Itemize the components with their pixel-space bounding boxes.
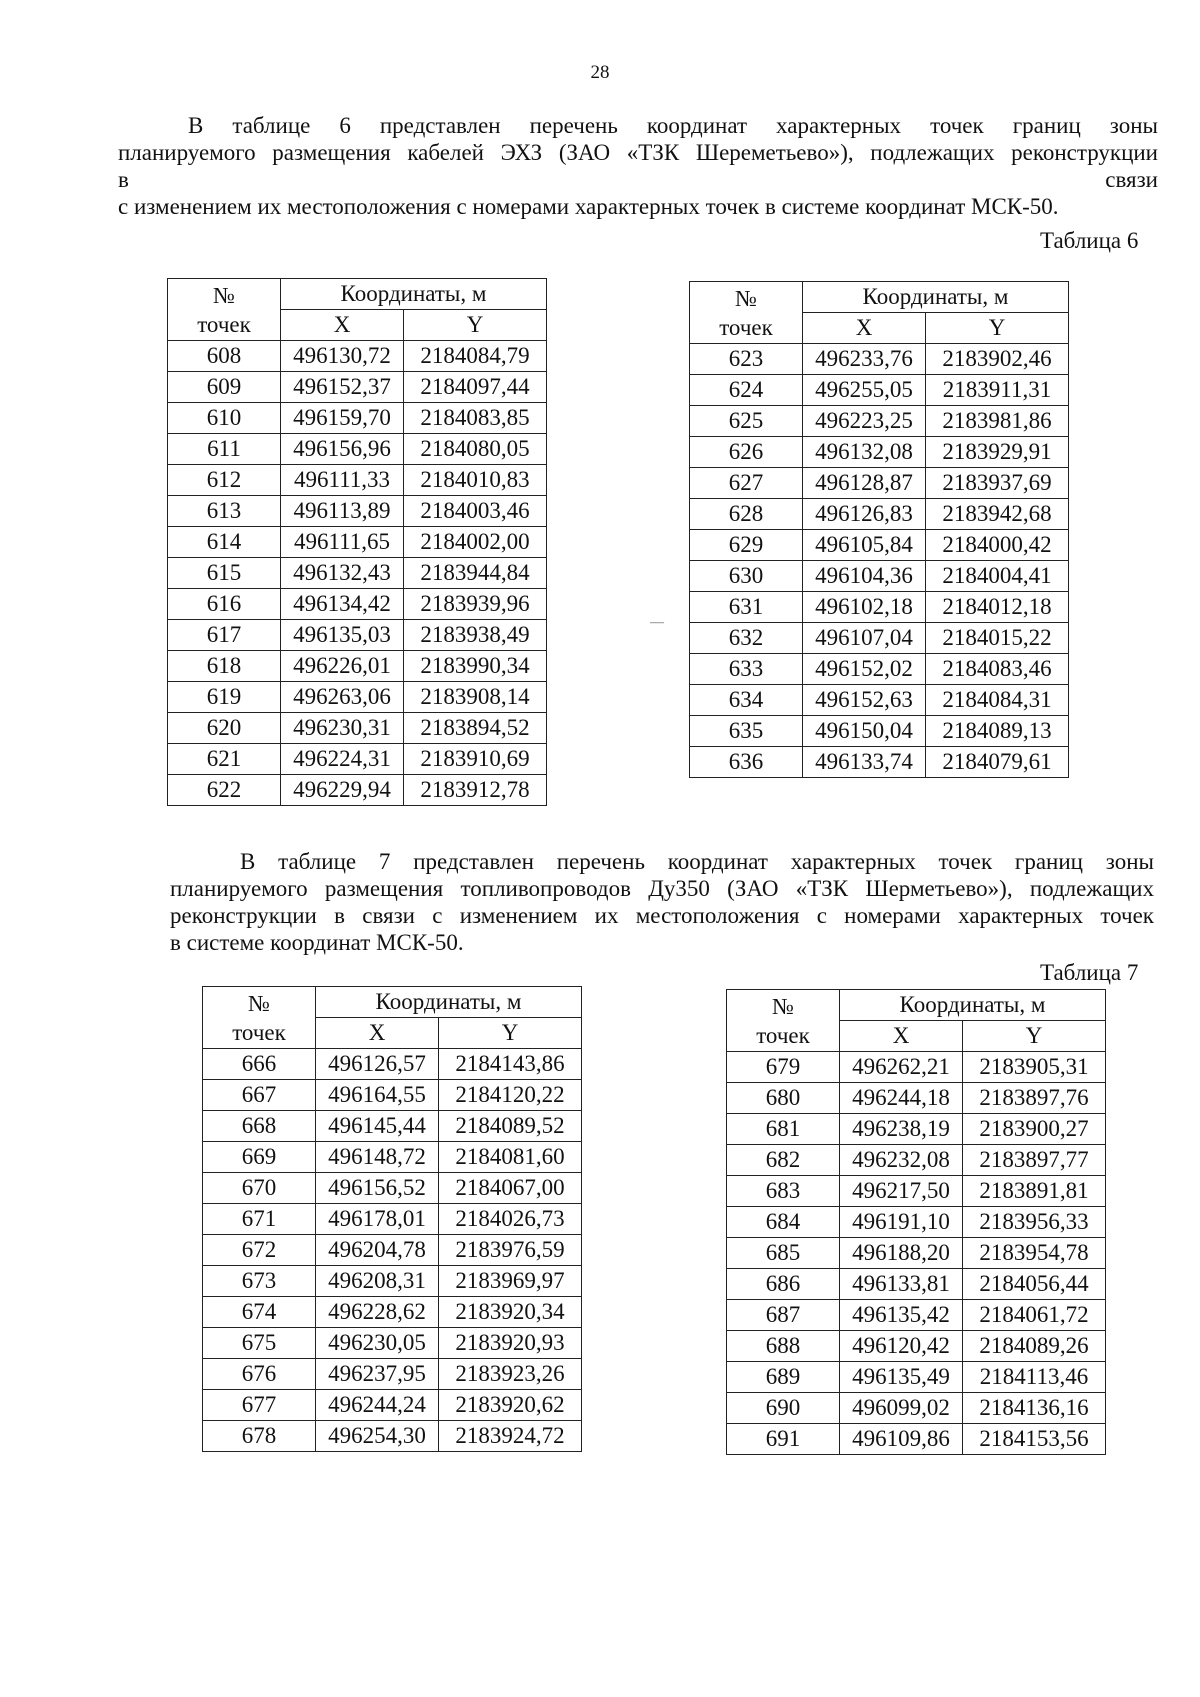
coordinate-y: 2183920,34 [439, 1297, 582, 1328]
table-row [168, 620, 547, 651]
table-row [727, 1393, 1106, 1424]
point-number: 610 [168, 403, 281, 434]
coordinate-x: 496152,63 [803, 685, 926, 716]
coordinate-y: 2183956,33 [963, 1207, 1106, 1238]
point-number: 612 [168, 465, 281, 496]
point-number: 618 [168, 651, 281, 682]
table-row [203, 1173, 582, 1204]
point-number: 689 [727, 1362, 840, 1393]
table-row [690, 623, 1069, 654]
coordinate-y: 2183924,72 [439, 1421, 582, 1452]
point-number: 687 [727, 1300, 840, 1331]
point-number: 620 [168, 713, 281, 744]
coordinate-y: 2184015,22 [926, 623, 1069, 654]
table-row [690, 685, 1069, 716]
coordinate-x: 496126,57 [316, 1049, 439, 1080]
point-number: 627 [690, 468, 803, 499]
coordinate-y: 2183891,81 [963, 1176, 1106, 1207]
point-number: 691 [727, 1424, 840, 1455]
header-coordinates: Координаты, м [281, 279, 547, 310]
coordinate-y: 2184136,16 [963, 1393, 1106, 1424]
coordinate-y: 2183894,52 [404, 713, 547, 744]
header-y: Y [926, 313, 1069, 344]
table-row [168, 527, 547, 558]
coordinate-y: 2184010,83 [404, 465, 547, 496]
table-row [690, 499, 1069, 530]
coordinate-x: 496111,65 [281, 527, 404, 558]
table-row [690, 437, 1069, 468]
coordinate-x: 496134,42 [281, 589, 404, 620]
coordinate-x: 496228,62 [316, 1297, 439, 1328]
header-x: X [803, 313, 926, 344]
paragraph-word: связи [1105, 167, 1158, 192]
table-row [203, 1235, 582, 1266]
point-number: 615 [168, 558, 281, 589]
table-row [168, 589, 547, 620]
point-number: 667 [203, 1080, 316, 1111]
coordinate-y: 2183902,46 [926, 344, 1069, 375]
section-6-paragraph [118, 112, 1158, 220]
coordinate-x: 496217,50 [840, 1176, 963, 1207]
table-row [690, 375, 1069, 406]
point-number: 633 [690, 654, 803, 685]
point-number: 613 [168, 496, 281, 527]
coordinate-y: 2183942,68 [926, 499, 1069, 530]
table-row [727, 1207, 1106, 1238]
header-row [168, 279, 547, 310]
coordinate-x: 496178,01 [316, 1204, 439, 1235]
table-row [168, 682, 547, 713]
table-row [203, 1142, 582, 1173]
header-y: Y [404, 310, 547, 341]
header-row [727, 990, 1106, 1021]
coordinate-x: 496133,74 [803, 747, 926, 778]
paragraph-line: В таблице 7 представлен перечень координат характерных точек границ зоны [240, 849, 1154, 874]
coordinate-y: 2184026,73 [439, 1204, 582, 1235]
coordinate-y: 2183910,69 [404, 744, 547, 775]
table-6-right [689, 281, 1069, 778]
point-number: 679 [727, 1052, 840, 1083]
coordinate-x: 496223,25 [803, 406, 926, 437]
point-number: 634 [690, 685, 803, 716]
coordinate-x: 496126,83 [803, 499, 926, 530]
coordinate-y: 2184081,60 [439, 1142, 582, 1173]
header-point-number [203, 987, 316, 1049]
table-row [203, 1390, 582, 1421]
coordinate-x: 496145,44 [316, 1111, 439, 1142]
coordinate-y: 2183944,84 [404, 558, 547, 589]
point-number: 678 [203, 1421, 316, 1452]
paragraph-line: планируемого размещения кабелей ЭХЗ (ЗАО «ТЗК Шереметьево»), подлежащих реконструкции [118, 140, 1158, 165]
point-number: 674 [203, 1297, 316, 1328]
page-number: 28 [590, 62, 610, 83]
header-row [203, 987, 582, 1018]
header-coordinates: Координаты, м [316, 987, 582, 1018]
point-number: 672 [203, 1235, 316, 1266]
table-row [727, 1424, 1106, 1455]
coordinate-x: 496237,95 [316, 1359, 439, 1390]
coordinate-y: 2184061,72 [963, 1300, 1106, 1331]
table-row [203, 1049, 582, 1080]
coordinate-x: 496120,42 [840, 1331, 963, 1362]
table-row [690, 530, 1069, 561]
coordinate-x: 496164,55 [316, 1080, 439, 1111]
coordinate-x: 496105,84 [803, 530, 926, 561]
coordinate-y: 2184056,44 [963, 1269, 1106, 1300]
coordinate-y: 2184003,46 [404, 496, 547, 527]
coordinate-y: 2183911,31 [926, 375, 1069, 406]
table-row [727, 1269, 1106, 1300]
point-number: 624 [690, 375, 803, 406]
point-number: 677 [203, 1390, 316, 1421]
coordinate-y: 2184084,79 [404, 341, 547, 372]
coordinate-x: 496238,19 [840, 1114, 963, 1145]
coordinate-x: 496254,30 [316, 1421, 439, 1452]
table-row [727, 1145, 1106, 1176]
header-y: Y [439, 1018, 582, 1049]
coordinate-x: 496135,49 [840, 1362, 963, 1393]
table-row [203, 1111, 582, 1142]
coordinate-x: 496226,01 [281, 651, 404, 682]
coordinate-x: 496152,02 [803, 654, 926, 685]
coordinate-x: 496204,78 [316, 1235, 439, 1266]
paragraph-line: реконструкции в связи с изменением их местоположения с номерами характерных точек [170, 903, 1154, 928]
coordinate-y: 2184143,86 [439, 1049, 582, 1080]
point-number: 625 [690, 406, 803, 437]
coordinate-y: 2184120,22 [439, 1080, 582, 1111]
coordinate-y: 2183976,59 [439, 1235, 582, 1266]
table-row [727, 1176, 1106, 1207]
coordinate-x: 496133,81 [840, 1269, 963, 1300]
table-row [203, 1204, 582, 1235]
table-row [690, 406, 1069, 437]
coordinate-x: 496244,24 [316, 1390, 439, 1421]
point-number: 628 [690, 499, 803, 530]
coordinate-x: 496156,96 [281, 434, 404, 465]
point-number: 631 [690, 592, 803, 623]
coordinate-y: 2184113,46 [963, 1362, 1106, 1393]
coordinate-x: 496107,04 [803, 623, 926, 654]
coordinate-y: 2183938,49 [404, 620, 547, 651]
point-number: 630 [690, 561, 803, 592]
point-number: 616 [168, 589, 281, 620]
point-number: 622 [168, 775, 281, 806]
table-6-left [167, 278, 547, 806]
coordinate-y: 2183990,34 [404, 651, 547, 682]
coordinate-y: 2183981,86 [926, 406, 1069, 437]
point-number: 682 [727, 1145, 840, 1176]
table-7-right [726, 989, 1106, 1455]
point-number: 619 [168, 682, 281, 713]
table-row [690, 344, 1069, 375]
header-point-number [168, 279, 281, 341]
table-row [203, 1328, 582, 1359]
coordinate-y: 2183923,26 [439, 1359, 582, 1390]
coordinate-x: 496224,31 [281, 744, 404, 775]
coordinate-x: 496130,72 [281, 341, 404, 372]
table-row [168, 775, 547, 806]
header-y: Y [963, 1021, 1106, 1052]
table-row [727, 1238, 1106, 1269]
point-number: 675 [203, 1328, 316, 1359]
table-row [168, 372, 547, 403]
header-points-label: точек [719, 314, 773, 340]
coordinate-x: 496113,89 [281, 496, 404, 527]
coordinate-y: 2184089,26 [963, 1331, 1106, 1362]
table-row [168, 713, 547, 744]
coordinate-x: 496263,06 [281, 682, 404, 713]
point-number: 621 [168, 744, 281, 775]
table-row [727, 1300, 1106, 1331]
coordinate-x: 496229,94 [281, 775, 404, 806]
table-row [690, 747, 1069, 778]
coordinate-y: 2183954,78 [963, 1238, 1106, 1269]
header-row [690, 282, 1069, 313]
coordinate-x: 496102,18 [803, 592, 926, 623]
coordinate-y: 2184089,52 [439, 1111, 582, 1142]
paragraph-line: В таблице 6 представлен перечень координат характерных точек границ зоны [188, 113, 1158, 138]
coordinate-x: 496188,20 [840, 1238, 963, 1269]
coordinate-y: 2184004,41 [926, 561, 1069, 592]
paragraph-word: в [118, 167, 129, 192]
point-number: 669 [203, 1142, 316, 1173]
point-number: 685 [727, 1238, 840, 1269]
coordinate-y: 2183908,14 [404, 682, 547, 713]
paragraph-line: планируемого размещения топливопроводов Ду350 (ЗАО «ТЗК Шерметьево»), подлежащих [170, 876, 1154, 901]
coordinate-y: 2183897,76 [963, 1083, 1106, 1114]
table-row [690, 716, 1069, 747]
coordinate-y: 2184079,61 [926, 747, 1069, 778]
header-x: X [840, 1021, 963, 1052]
coordinate-y: 2183912,78 [404, 775, 547, 806]
table-row [690, 561, 1069, 592]
coordinate-x: 496230,05 [316, 1328, 439, 1359]
coordinate-x: 496156,52 [316, 1173, 439, 1204]
table-row [168, 558, 547, 589]
header-points-label: точек [756, 1022, 810, 1048]
point-number: 668 [203, 1111, 316, 1142]
table-7-left [202, 986, 582, 1452]
coordinate-y: 2184084,31 [926, 685, 1069, 716]
point-number: 617 [168, 620, 281, 651]
table-row [727, 1052, 1106, 1083]
point-number: 690 [727, 1393, 840, 1424]
coordinate-x: 496150,04 [803, 716, 926, 747]
table-row [203, 1421, 582, 1452]
point-number: 666 [203, 1049, 316, 1080]
coordinate-y: 2184097,44 [404, 372, 547, 403]
paragraph-line-split [118, 166, 1158, 193]
header-points-label: точек [197, 311, 251, 337]
point-number: 629 [690, 530, 803, 561]
table-row [690, 468, 1069, 499]
coordinate-x: 496232,08 [840, 1145, 963, 1176]
section-7-paragraph [170, 848, 1154, 956]
point-number: 683 [727, 1176, 840, 1207]
point-number: 686 [727, 1269, 840, 1300]
point-number: 680 [727, 1083, 840, 1114]
point-number: 684 [727, 1207, 840, 1238]
coordinate-y: 2183937,69 [926, 468, 1069, 499]
table-row [168, 403, 547, 434]
header-coordinates: Координаты, м [803, 282, 1069, 313]
coordinate-x: 496208,31 [316, 1266, 439, 1297]
coordinate-y: 2184083,85 [404, 403, 547, 434]
coordinate-y: 2183900,27 [963, 1114, 1106, 1145]
table-7-caption: Таблица 7 [1040, 960, 1139, 985]
coordinate-y: 2184067,00 [439, 1173, 582, 1204]
coordinate-y: 2183929,91 [926, 437, 1069, 468]
coordinate-x: 496255,05 [803, 375, 926, 406]
table-row [203, 1266, 582, 1297]
header-number-sign: № [735, 285, 757, 311]
table-row [168, 744, 547, 775]
point-number: 626 [690, 437, 803, 468]
coordinate-y: 2184080,05 [404, 434, 547, 465]
coordinate-y: 2183969,97 [439, 1266, 582, 1297]
header-x: X [281, 310, 404, 341]
point-number: 681 [727, 1114, 840, 1145]
table-row [168, 496, 547, 527]
point-number: 688 [727, 1331, 840, 1362]
coordinate-x: 496111,33 [281, 465, 404, 496]
coordinate-x: 496135,03 [281, 620, 404, 651]
header-point-number [690, 282, 803, 344]
coordinate-y: 2184002,00 [404, 527, 547, 558]
scan-mark: — [650, 615, 664, 630]
coordinate-x: 496128,87 [803, 468, 926, 499]
paragraph-line: в системе координат МСК-50. [170, 930, 464, 955]
table-row [727, 1114, 1106, 1145]
header-x: X [316, 1018, 439, 1049]
paragraph-line: с изменением их местоположения с номерами характерных точек в системе координат МСК-50. [118, 194, 1059, 219]
table-row [168, 341, 547, 372]
header-number-sign: № [248, 990, 270, 1016]
coordinate-y: 2184000,42 [926, 530, 1069, 561]
coordinate-y: 2184012,18 [926, 592, 1069, 623]
point-number: 632 [690, 623, 803, 654]
coordinate-y: 2183939,96 [404, 589, 547, 620]
coordinate-y: 2184153,56 [963, 1424, 1106, 1455]
table-6-caption: Таблица 6 [1040, 228, 1139, 253]
table-row [727, 1083, 1106, 1114]
point-number: 670 [203, 1173, 316, 1204]
point-number: 673 [203, 1266, 316, 1297]
header-points-label: точек [232, 1019, 286, 1045]
coordinate-x: 496244,18 [840, 1083, 963, 1114]
coordinate-y: 2183905,31 [963, 1052, 1106, 1083]
coordinate-x: 496262,21 [840, 1052, 963, 1083]
coordinate-y: 2184083,46 [926, 654, 1069, 685]
coordinate-x: 496191,10 [840, 1207, 963, 1238]
point-number: 671 [203, 1204, 316, 1235]
coordinate-y: 2183920,62 [439, 1390, 582, 1421]
coordinate-y: 2183897,77 [963, 1145, 1106, 1176]
coordinate-x: 496099,02 [840, 1393, 963, 1424]
table-row [168, 434, 547, 465]
header-coordinates: Координаты, м [840, 990, 1106, 1021]
coordinate-x: 496135,42 [840, 1300, 963, 1331]
coordinate-x: 496233,76 [803, 344, 926, 375]
header-point-number [727, 990, 840, 1052]
coordinate-x: 496152,37 [281, 372, 404, 403]
table-row [727, 1362, 1106, 1393]
header-number-sign: № [772, 993, 794, 1019]
header-number-sign: № [213, 282, 235, 308]
table-row [690, 654, 1069, 685]
table-row [690, 592, 1069, 623]
table-row [203, 1359, 582, 1390]
table-row [203, 1080, 582, 1111]
coordinate-x: 496159,70 [281, 403, 404, 434]
point-number: 635 [690, 716, 803, 747]
point-number: 611 [168, 434, 281, 465]
point-number: 608 [168, 341, 281, 372]
coordinate-x: 496132,08 [803, 437, 926, 468]
coordinate-x: 496109,86 [840, 1424, 963, 1455]
coordinate-x: 496132,43 [281, 558, 404, 589]
table-row [168, 465, 547, 496]
coordinate-y: 2183920,93 [439, 1328, 582, 1359]
coordinate-x: 496230,31 [281, 713, 404, 744]
point-number: 623 [690, 344, 803, 375]
table-row [168, 651, 547, 682]
point-number: 609 [168, 372, 281, 403]
point-number: 614 [168, 527, 281, 558]
point-number: 636 [690, 747, 803, 778]
table-row [203, 1297, 582, 1328]
point-number: 676 [203, 1359, 316, 1390]
coordinate-x: 496104,36 [803, 561, 926, 592]
coordinate-y: 2184089,13 [926, 716, 1069, 747]
coordinate-x: 496148,72 [316, 1142, 439, 1173]
table-row [727, 1331, 1106, 1362]
